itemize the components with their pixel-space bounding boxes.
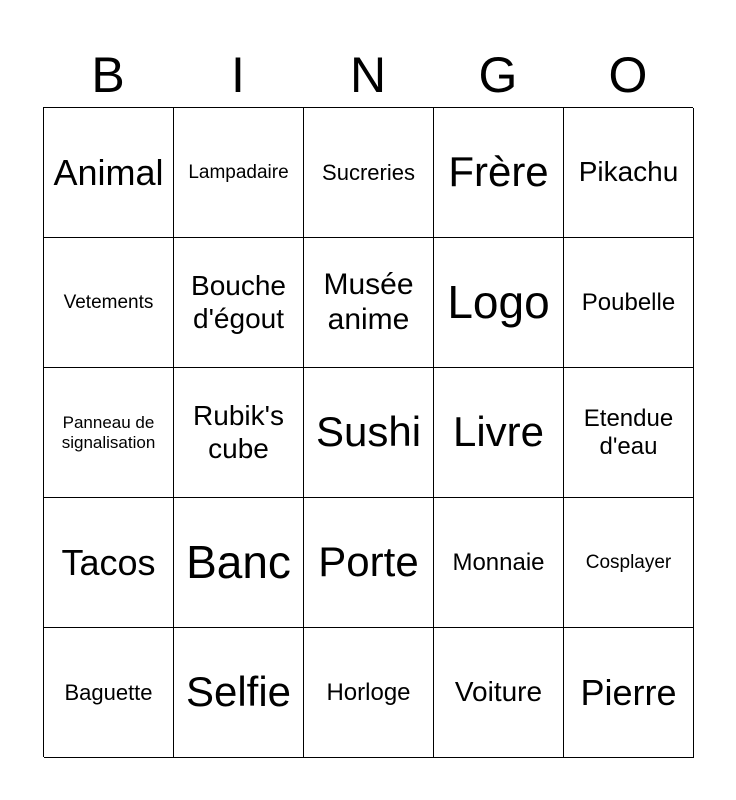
bingo-cell[interactable]: Horloge [304,628,434,758]
bingo-cell[interactable]: Bouche d'égout [174,238,304,368]
bingo-cell[interactable]: Musée anime [304,238,434,368]
bingo-cell[interactable]: Selfie [174,628,304,758]
bingo-cell[interactable]: Etendue d'eau [564,368,694,498]
bingo-cell[interactable]: Porte [304,498,434,628]
bingo-cell[interactable]: Animal [44,108,174,238]
bingo-cell[interactable]: Frère [434,108,564,238]
header-letter-o: O [608,47,648,103]
bingo-cell[interactable]: Tacos [44,498,174,628]
bingo-cell[interactable]: Voiture [434,628,564,758]
bingo-cell[interactable]: Pikachu [564,108,694,238]
bingo-cell[interactable]: Sushi [304,368,434,498]
bingo-cell[interactable]: Panneau de signalisation [44,368,174,498]
bingo-cell[interactable]: Monnaie [434,498,564,628]
bingo-grid [43,107,693,757]
header-letter-i: I [231,47,245,103]
bingo-cell[interactable]: Livre [434,368,564,498]
bingo-cell[interactable]: Sucreries [304,108,434,238]
header-letter-g: G [478,47,518,103]
bingo-cell[interactable]: Poubelle [564,238,694,368]
bingo-cell[interactable]: Banc [174,498,304,628]
bingo-cell[interactable]: Rubik's cube [174,368,304,498]
bingo-cell[interactable]: Baguette [44,628,174,758]
bingo-cell[interactable]: Pierre [564,628,694,758]
header-letter-n: N [349,47,387,103]
bingo-cell[interactable]: Logo [434,238,564,368]
bingo-cell[interactable]: Lampadaire [174,108,304,238]
bingo-cell[interactable]: Vetements [44,238,174,368]
header-letter-b: B [91,47,125,103]
bingo-header [43,44,693,106]
bingo-cell[interactable]: Cosplayer [564,498,694,628]
